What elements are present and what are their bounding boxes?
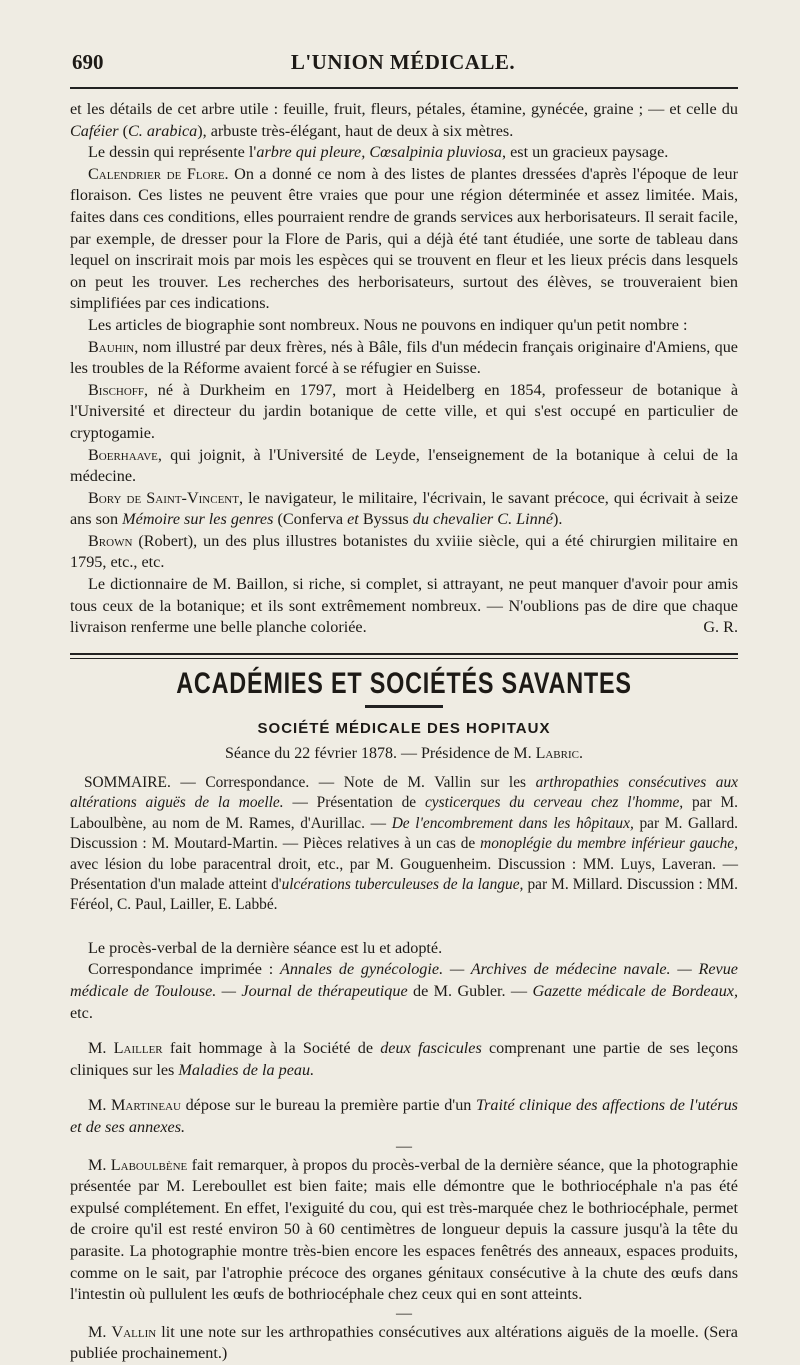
text: par M. Laboulbène, au nom de M. Rames, d'Aurillac. — [70,794,739,832]
paragraph-boerhaave [70,445,738,488]
text-italic: Mémoire sur les genres [122,510,274,529]
text: On a donné ce nom à des listes de plantes dressées d'après l'époque de leur floraison. Ces listes ne peuvent être vraies que pour une région déterminée et assez limitée. Mais, faites dans ces conditions, elles pourraient rendre de grands services aux herborisateurs. Il serait facile, par exemple, de dresser pour la Flore de Paris, qui a déjà été tant étudiée, une sorte de tableau dans lequel on inscrirait mois par mois les espèces qui se trouvent en fleur et les lieux précis dans lesquels on peut les trouver. Les recherches des herborisateurs, surtout des élèves, se trouveraient bien simplifiées par ces indications. [70,164,738,313]
text-italic: monoplégie du membre inférieur gauche, [480,835,738,853]
paragraph-lailler [70,1038,738,1081]
paragraph [70,142,738,164]
text: , est un gracieux paysage. [502,143,669,162]
text: Séance du 22 février 1878. — Présidence de M. [225,745,536,763]
paragraph-bory [70,488,738,531]
text-italic: arbre qui pleure, Cœsalpinia pluviosa [256,143,503,162]
separator-dash: — [396,1137,412,1155]
text: etc. [70,1003,93,1022]
paragraph [70,574,738,639]
text-italic: et [347,510,359,529]
header-rule [70,87,738,89]
text: né à Durkheim en 1797, mort à Heidelberg en 1854, professeur de botanique à l'Université et directeur du jardin botanique de cette ville, et qui s'est occupé en particulier de cryptogamie. [70,380,738,442]
text: SOMMAIRE. — Correspondance. — Note de M. Vallin sur les [84,774,536,792]
text: le navigateur, le militaire, l'écrivain, le savant précoce, qui écrivait à seize ans son [70,488,739,529]
text: M. [88,1155,111,1174]
paragraph-correspondance [70,959,738,1024]
society-heading: SOCIÉTÉ MÉDICALE DES HOPITAUX [257,719,551,737]
paragraph [70,315,738,337]
member-name: Lailler [113,1039,163,1058]
text: Le procès-verbal de la dernière séance est lu et adopté. [88,938,443,957]
text: fait hommage à la Société de [162,1039,381,1058]
text: M. [88,1039,114,1058]
summary-text [70,773,738,916]
text-italic: C. arabica [128,121,198,140]
text: M. [88,1096,112,1115]
text: lit une note sur les arthropathies consécutives aux altérations aiguës de la moelle. (Sera publiée prochainement.) [70,1322,738,1363]
text-italic: De l'encombrement dans les hôpitaux, [391,814,634,832]
entry-term: Bory de Saint-Vincent, [88,488,244,507]
text: par M. Millard. Discussion : MM. Féréol, C. Paul, Lailler, E. Labbé. [70,876,739,914]
text: Byssus [358,510,413,529]
text: comprenant une partie de ses leçons cliniques sur les [70,1039,739,1079]
section-title: ACADÉMIES ET SOCIÉTÉS SAVANTES [176,666,632,700]
paragraph-calendrier [70,164,738,315]
text: Correspondance imprimée : [88,960,280,979]
paragraph-martineau [70,1095,738,1138]
journal-title: L'UNION MÉDICALE. [290,50,516,74]
spacer [70,1081,738,1095]
text: Le dictionnaire de M. Baillon, si riche, si complet, si attrayant, ne peut manquer d'avoir pour amis tous ceux de la botanique; et ils sont extrêmement nombreux. — N'oublions pas de dire que chaque livraison renferme une belle planche coloriée. [70,575,738,637]
text-italic: Caféier [70,121,119,140]
section-rule [70,653,738,659]
text: nom illustré par deux frères, nés à Bâle, fils d'un médecin français originaire d'Amiens, que les troubles de la Réforme avaient forcé à se réfugier en Suisse. [70,337,738,378]
text: M. [88,1322,112,1341]
text-italic: arthropathies consécutives aux altérations aiguës de la moelle. [70,774,738,812]
text: — Présentation de [283,794,425,812]
paragraph-bauhin [70,337,738,380]
paragraph-brown [70,531,738,574]
text: Les articles de biographie sont nombreux. Nous ne pouvons en indiquer qu'un petit nombre : [88,315,688,334]
seance-line [70,743,738,765]
text-italic: Maladies de la peau. [178,1060,315,1079]
paragraph-bischoff [70,380,738,445]
entry-term: Bischoff, [88,380,149,399]
text: ( [118,121,128,140]
paragraph-vallin [70,1322,738,1365]
text: par M. Gallard. Discussion : M. Moutard-Martin. — Pièces relatives à un cas de [70,814,738,853]
page-number: 690 [72,50,104,74]
separator-dash: — [396,1304,412,1322]
president-name: Labric. [535,745,583,763]
page-body [70,99,738,1365]
member-name: Laboulbène [110,1155,188,1174]
member-name: Martineau [111,1096,181,1115]
text-italic: Traité clinique des affections de l'utérus et de ses annexes. [70,1096,738,1137]
paragraph [70,938,738,960]
text-italic: deux fascicules [380,1039,482,1058]
entry-term: Boerhaave, [88,445,162,464]
text: de M. Gubler. — [407,982,533,1001]
entry-term: Brown [88,531,133,550]
text-italic: Gazette médicale de Bordeaux, [532,982,739,1001]
spacer [70,916,738,938]
summary [70,773,738,916]
signature-initials: G. R. [703,618,738,637]
running-header [68,50,738,80]
text: (Conferva [273,510,348,529]
paragraph-laboulbene [70,1155,738,1306]
spacer [70,1024,738,1038]
text: Le dessin qui représente l' [88,143,257,162]
ornament-rule [365,705,443,708]
text: (Robert), un des plus illustres botanistes du xviiie siècle, qui a été chirurgien militaire en 1795, etc., etc. [70,531,738,572]
text: dépose sur le bureau la première partie d'un [180,1096,476,1115]
paragraph [70,99,738,142]
text: ), arbuste très-élégant, haut de deux à six mètres. [197,121,514,140]
text-italic: Annales de gynécologie. — Archives de médecine navale. — Revue médicale de Toulouse. — Journal de thérapeutique [70,960,738,1001]
text: fait remarquer, à propos du procès-verbal de la dernière séance, que la photographie présentée par M. Lereboullet est bien faite; mais elle démontre que le bothriocéphale n'a pas été expulsé complétement. En effet, l'exiguité du cou, qui est très-marquée chez le bothriocéphale, permet de croire qu'il est resté environ 50 à 60 centimètres de longueur depuis la cassure jusqu'à la tête du parasite. La photographie montre très-bien encore les espaces fenêtrés des anneaux, espaces produits, comme on le sait, par l'atrophie précoce des organes génitaux consécutive à la chute des œufs dans l'intestin où pullulent les œufs de bothriocéphale chez ceux qui en sont atteints. [70,1155,738,1304]
text-italic: ulcérations tuberculeuses de la langue, [281,876,524,894]
text: ). [553,510,563,529]
text: et les détails de cet arbre utile : feuille, fruit, fleurs, pétales, étamine, gynécée, graine ; — et celle du [70,100,738,118]
entry-term: Calendrier de Flore. [88,164,229,183]
member-name: Vallin [111,1322,157,1341]
text-italic: du chevalier C. Linné [412,510,554,529]
entry-term: Bauhin, [88,337,139,356]
text: avec lésion du lobe paracentral droit, etc., par M. Gouguenheim. Discussion : MM. Luys, Laveran. — Présentation d'un malade atteint d' [70,855,738,894]
text: qui joignit, à l'Université de Leyde, l'enseignement de la botanique à celui de la médecine. [70,445,738,486]
text-italic: cysticerques du cerveau chez l'homme, [424,794,684,812]
